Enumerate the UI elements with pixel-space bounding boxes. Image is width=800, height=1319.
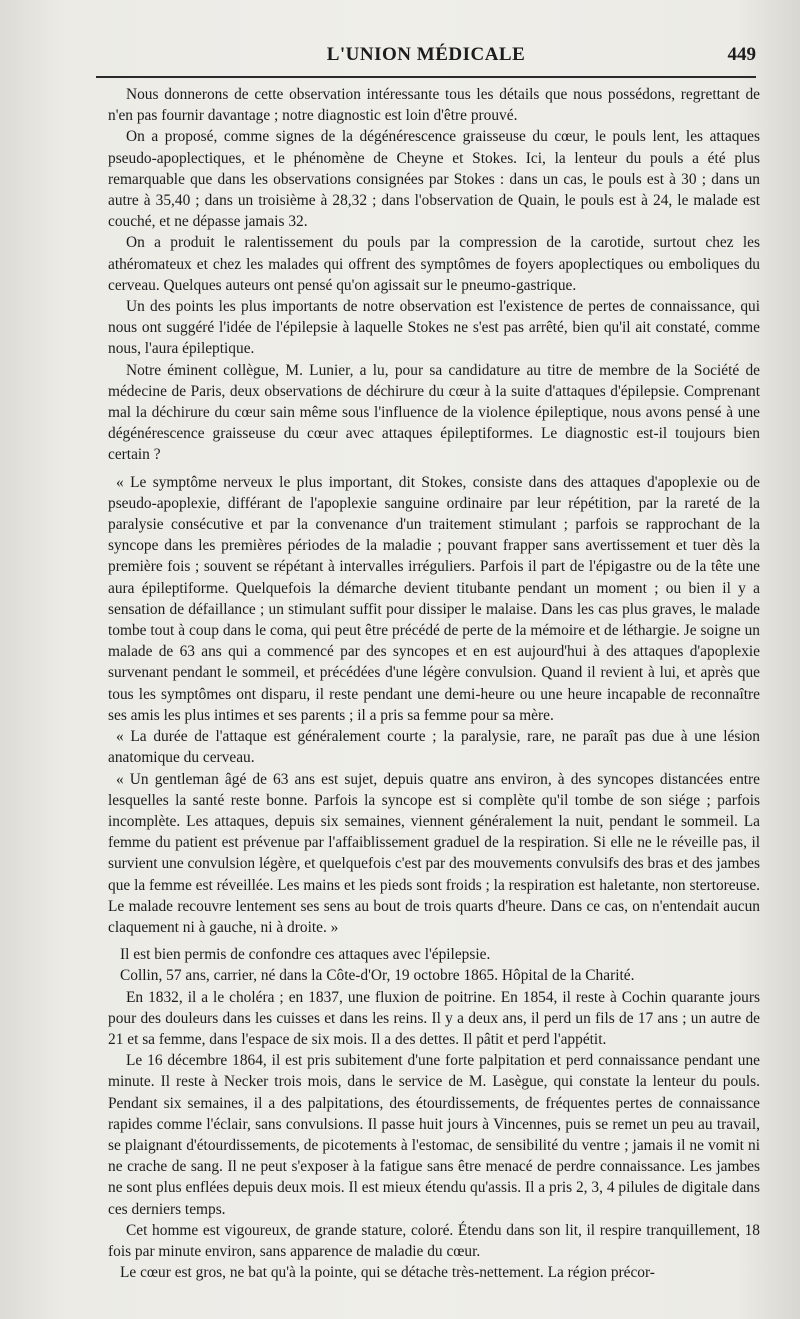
paragraph: Le cœur est gros, ne bat qu'à la pointe, qui se détache très-nettement. La région précor- — [120, 1264, 655, 1282]
page-number: 449 — [727, 44, 756, 65]
journal-title: L'UNION MÉDICALE — [326, 44, 526, 65]
paragraph: Cet homme est vigoureux, de grande stature, coloré. Étendu dans son lit, il respire tranquillement, 18 fois par minute environ, sans apparence de maladie du cœur. — [108, 1221, 760, 1260]
article-body — [108, 84, 760, 1283]
quote-paragraph: « Le symptôme nerveux le plus important, dit Stokes, consiste dans des attaques d'apoplexie ou de pseudo-apoplexie, différant de l'apoplexie sanguine ordinaire par leur répétition, par la rareté de la paralysie consécutive et par la convenance d'un traitement stimulant ; parfois se rapprochant de la syncope dans les premières périodes de la maladie ; pouvant frapper sans avertissement et tuer dès la première fois ; souvent se répétant à intervalles irréguliers. Parfois il part de l'épigastre ou de la tête une aura épileptiforme. Quelquefois la démarche devient titubante pendant un moment ; ou bien il y a sensation de défaillance ; un stimulant suffit pour dissiper le malaise. Dans les cas plus graves, le malade tombe tout à coup dans le coma, qui peut être précédé de perte de la mémoire et de léthargie. Je soigne un malade de 63 ans qui a commencé par des syncopes et en est aujourd'hui à des attaques d'apoplexie survenant pendant le sommeil, et précédées d'une légère convulsion. Quand il revient à lui, et après que tous les symptômes ont disparu, il reste pendant une demi-heure ou une heure incapable de reconnaître ses amis les plus intimes et ses parents ; il a pris sa femme pour sa mère. — [108, 473, 760, 724]
paragraph: Nous donnerons de cette observation intéressante tous les détails que nous possédons, regrettant de n'en pas fournir davantage ; notre diagnostic est loin d'être prouvé. — [108, 86, 760, 125]
paragraph: Le 16 décembre 1864, il est pris subitement d'une forte palpitation et perd connaissance pendant une minute. Il reste à Necker trois mois, dans le service de M. Lasègue, qui constate la lenteur du pouls. Pendant six semaines, il a des palpitations, des étourdissements, de fréquentes pertes de connaissance rapides comme l'éclair, sans convulsions. Il passe huit jours à Vincennes, puis se remet un peu au travail, se plaignant d'étourdissements, de picotements à l'estomac, de sensibilité du ventre ; jamais il ne vomit ni ne crache de sang. Il ne peut s'exposer à la fatigue sans être menacé de perdre connaissance. Les jambes ne sont plus enflées depuis deux mois. Il est mieux étendu qu'assis. Il a pris 2, 3, 4 pilules de digitale dans ces derniers temps. — [108, 1052, 760, 1218]
paragraph: Il est bien permis de confondre ces attaques avec l'épilepsie. — [120, 946, 491, 964]
quote-paragraph: « Un gentleman âgé de 63 ans est sujet, depuis quatre ans environ, à des syncopes distancées entre lesquelles la santé reste bonne. Parfois la syncope est si complète qu'il tombe de son siége ; parfois incomplète. Les attaques, depuis six semaines, viennent généralement la nuit, pendant le sommeil. La femme du patient est prévenue par l'affaiblissement graduel de la respiration. Si elle ne le réveille pas, il survient une convulsion légère, et quelquefois c'est par des mouvements convulsifs des bras et des jambes que la femme est réveillée. Les mains et les pieds sont froids ; la respiration est haletante, non stertoreuse. Le malade recouvre lentement ses sens au bout de trois quarts d'heure. Dans ce cas, on n'entendait aucun claquement ni à gauche, ni à droite. » — [108, 770, 760, 936]
header-rule — [96, 76, 756, 78]
paragraph: On a produit le ralentissement du pouls par la compression de la carotide, surtout chez les athéromateux et chez les malades qui offrent des symptômes de foyers apoplectiques ou emboliques du cerveau. Quelques auteurs ont pensé qu'on agissait sur le pneumo-gastrique. — [108, 234, 760, 294]
paragraph: En 1832, il a le choléra ; en 1837, une fluxion de poitrine. En 1854, il reste à Cochin quarante jours pour des douleurs dans les cuisses et dans les reins. Il y a deux ans, il perd un fils de 17 ans ; un autre de 21 et sa femme, dans l'espace de six mois. Il a des dettes. Il pâtit et perd l'appétit. — [108, 988, 760, 1048]
paragraph: Notre éminent collègue, M. Lunier, a lu, pour sa candidature au titre de membre de la Société de médecine de Paris, deux observations de déchirure du cœur à la suite d'attaques d'épilepsie. Comprenant mal la déchirure du cœur sain même sous l'influence de la violence épileptique, nous avons pensé à une dégénérescence graisseuse du cœur avec attaques épileptiformes. Le diagnostic est-il toujours bien certain ? — [108, 361, 760, 464]
paragraph: On a proposé, comme signes de la dégénérescence graisseuse du cœur, le pouls lent, les attaques pseudo-apoplectiques, et le phénomène de Cheyne et Stokes. Ici, la lenteur du pouls a été plus remarquable que dans les observations consignées par Stokes : dans un cas, le pouls est à 30 ; dans un autre à 35,40 ; dans un troisième à 28,32 ; dans l'observation de Quain, le pouls est à 24, le malade est couché, et ne dépasse jamais 32. — [108, 128, 760, 231]
running-header — [96, 44, 756, 74]
paragraph: Un des points les plus importants de notre observation est l'existence de pertes de connaissance, qui nous ont suggéré l'idée de l'épilepsie à laquelle Stokes ne s'est pas arrêté, bien qu'il ait constaté, comme nous, l'aura épileptique. — [108, 298, 760, 358]
case-heading: Collin, 57 ans, carrier, né dans la Côte-d'Or, 19 octobre 1865. Hôpital de la Charité. — [120, 967, 635, 985]
quote-paragraph: « La durée de l'attaque est généralement courte ; la paralysie, rare, ne paraît pas due à une lésion anatomique du cerveau. — [108, 728, 760, 767]
